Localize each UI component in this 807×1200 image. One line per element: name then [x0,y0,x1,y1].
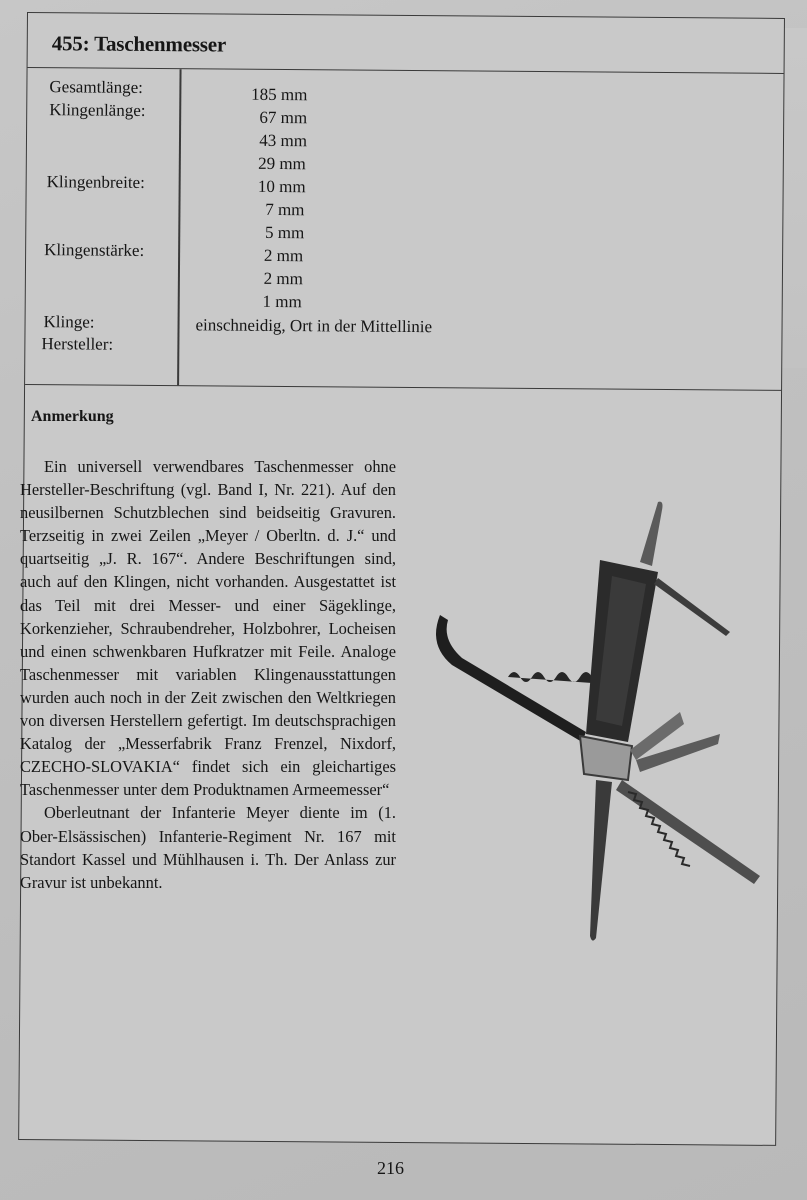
upper-blade [640,502,663,566]
spec-value: 5 mm [264,222,305,243]
spec-label-blade-length: Klingenlänge: [49,100,146,120]
page-number: 216 [377,1158,404,1178]
remark-text [20,455,396,894]
spec-value: 2 mm [263,268,303,289]
entry-title: 455: Taschenmesser [51,31,227,57]
spec-divider [177,69,181,385]
pocket-knife-photo [400,480,780,960]
remark-heading: Anmerkung [31,408,114,425]
spec-label-maker: Hersteller: [41,334,114,354]
spec-value: 2 mm [263,245,304,266]
spec-value-blade: einschneidig, Ort in der Mittellinie [195,315,433,337]
main-blade [590,780,612,941]
spec-value: 67 mm [259,107,308,128]
spec-label-blade-width: Klingenbreite: [46,172,145,192]
saw-blade [616,780,760,884]
spec-value: 7 mm [265,199,305,220]
spec-label-overall-length: Gesamtlänge: [49,77,143,97]
remark-paragraph: Ein universell verwendbares Taschenmesser ohne Hersteller-Beschriftung (vgl. Band I, Nr. 221). Auf den neusilbernen Schutzblechen sind beidseitig Gravuren. Terzseitig in zwei Zeilen „Meyer / Oberltn. d. J.“ und quartseitig „J. R. 167“. Andere Beschriftungen sind, auch auf den Klingen, nicht vorhanden. Ausgestattet ist das Teil mit drei Messer- und einer Sägeklinge, Korkenzieher, Schraubendreher, Holzbohrer, Locheisen und einen schwenkbaren Hufkratzer mit Feile. Analoge Taschenmesser mit variablen Klingenausstattungen wurden auch noch in der Zeit zwischen den Weltkriegen von diversen Herstellern gefertigt. Im deutschsprachigen Katalog der „Messerfabrik Franz Frenzel, Nixdorf, CZECHO-SLOVAKIA“ findet sich ein gleichartiges Taschenmesser unter dem Produktnamen Armeemesser“ [20,457,396,800]
bolster [580,736,632,780]
spec-value: 43 mm [259,130,308,151]
entry-header [28,13,784,74]
spec-table [25,68,783,391]
spec-label-blade: Klinge: [43,312,95,332]
spec-value: 185 mm [251,84,308,105]
screwdriver [654,578,730,636]
spec-value: 29 mm [258,153,306,174]
spec-value: 1 mm [262,291,302,312]
spec-label-blade-thickness: Klingenstärke: [44,240,145,260]
remark-paragraph: Oberleutnant der Infanterie Meyer diente im (1. Ober-Elsässischen) Infanterie-Regiment Nr. 167 mit Standort Kassel und Mühlhausen i. Th. Der Anlass zur Gravur ist unbekannt. [20,803,396,892]
spec-value: 10 mm [257,176,306,197]
